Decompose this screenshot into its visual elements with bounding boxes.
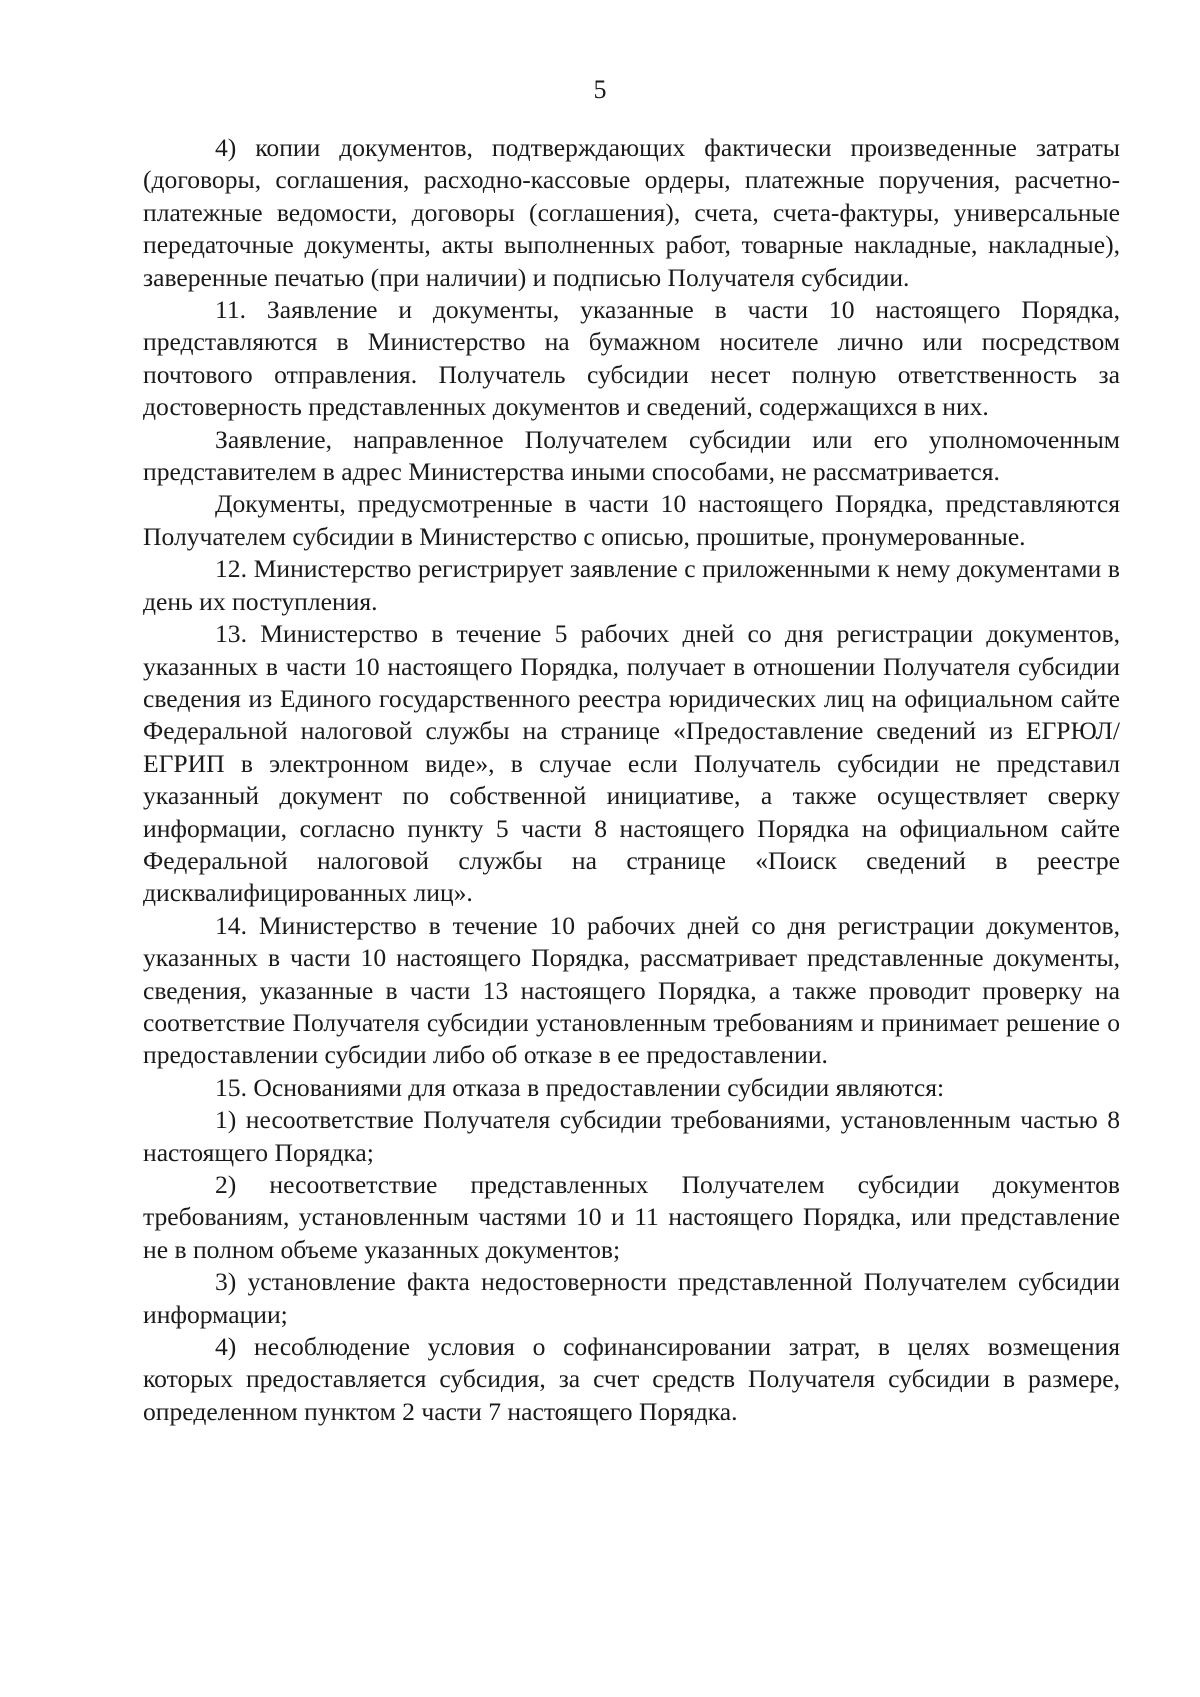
paragraph-refusal-reason-3: 3) установление факта недостоверности представленной Получателем субсидии информации;	[143, 1267, 1120, 1329]
paragraph-section-11: 11. Заявление и документы, указанные в части 10 настоящего Порядка, представляются в Министерство на бумажном носителе лично или посредством почтового отправления. Получатель субсидии несет полную ответственность за достоверность представленных документов и сведений, содержащихся в них.	[143, 295, 1120, 422]
paragraph-refusal-reason-1: 1) несоответствие Получателя субсидии требованиями, установленным частью 8 настоящего Порядка;	[143, 1105, 1120, 1167]
paragraph-documents-inventory: Документы, предусмотренные в части 10 настоящего Порядка, представляются Получателем субсидии в Министерство с описью, прошитые, пронумерованные.	[143, 489, 1120, 551]
paragraph-refusal-reason-4: 4) несоблюдение условия о софинансировании затрат, в целях возмещения которых предоставляется субсидия, за счет средств Получателя субсидии в размере, определенном пунктом 2 части 7 настоящего Порядка.	[143, 1332, 1120, 1426]
paragraph-other-methods: Заявление, направленное Получателем субсидии или его уполномоченным представителем в адрес Министерства иными способами, не рассматривается.	[143, 424, 1120, 487]
page-number: 5	[593, 75, 607, 104]
paragraph-refusal-reason-2: 2) несоответствие представленных Получателем субсидии документов требованиям, установленным частями 10 и 11 настоящего Порядка, или представление не в полном объеме указанных документов;	[143, 1170, 1120, 1264]
paragraph-section-15: 15. Основаниями для отказа в предоставлении субсидии являются:	[215, 1072, 945, 1102]
paragraph-item-4-copies: 4) копии документов, подтверждающих фактически произведенные затраты (договоры, соглашения, расходно-кассовые ордеры, платежные поручения, расчетно-платежные ведомости, договоры (соглашения), счета, счета-фактуры, универсальные передаточные документы, акты выполненных работ, товарные накладные, накладные), заверенные печатью (при наличии) и подписью Получателя субсидии.	[143, 133, 1120, 292]
paragraph-section-14: 14. Министерство в течение 10 рабочих дней со дня регистрации документов, указанных в части 10 настоящего Порядка, рассматривает представленные документы, сведения, указанные в части 13 настоящего Порядка, а также проводит проверку на соответствие Получателя субсидии установленным требованиям и принимает решение о предоставлении субсидии либо об отказе в ее предоставлении.	[143, 910, 1120, 1070]
paragraph-section-12: 12. Министерство регистрирует заявление с приложенными к нему документами в день их поступления.	[143, 554, 1120, 616]
paragraph-section-13: 13. Министерство в течение 5 рабочих дней со дня регистрации документов, указанных в части 10 настоящего Порядка, получает в отношении Получателя субсидии сведения из Единого государственного реестра юридических лиц на официальном сайте Федеральной налоговой службы на странице «Предоставление сведений из ЕГРЮЛ/ЕГРИП в электронном виде», в случае если Получатель субсидии не представил указанный документ по собственной инициативе, а также осуществляет сверку информации, согласно пункту 5 части 8 настоящего Порядка на официальном сайте Федеральной налоговой службы на странице «Поиск сведений в реестре дисквалифицированных лиц».	[143, 619, 1120, 908]
document-body	[143, 132, 1120, 1428]
